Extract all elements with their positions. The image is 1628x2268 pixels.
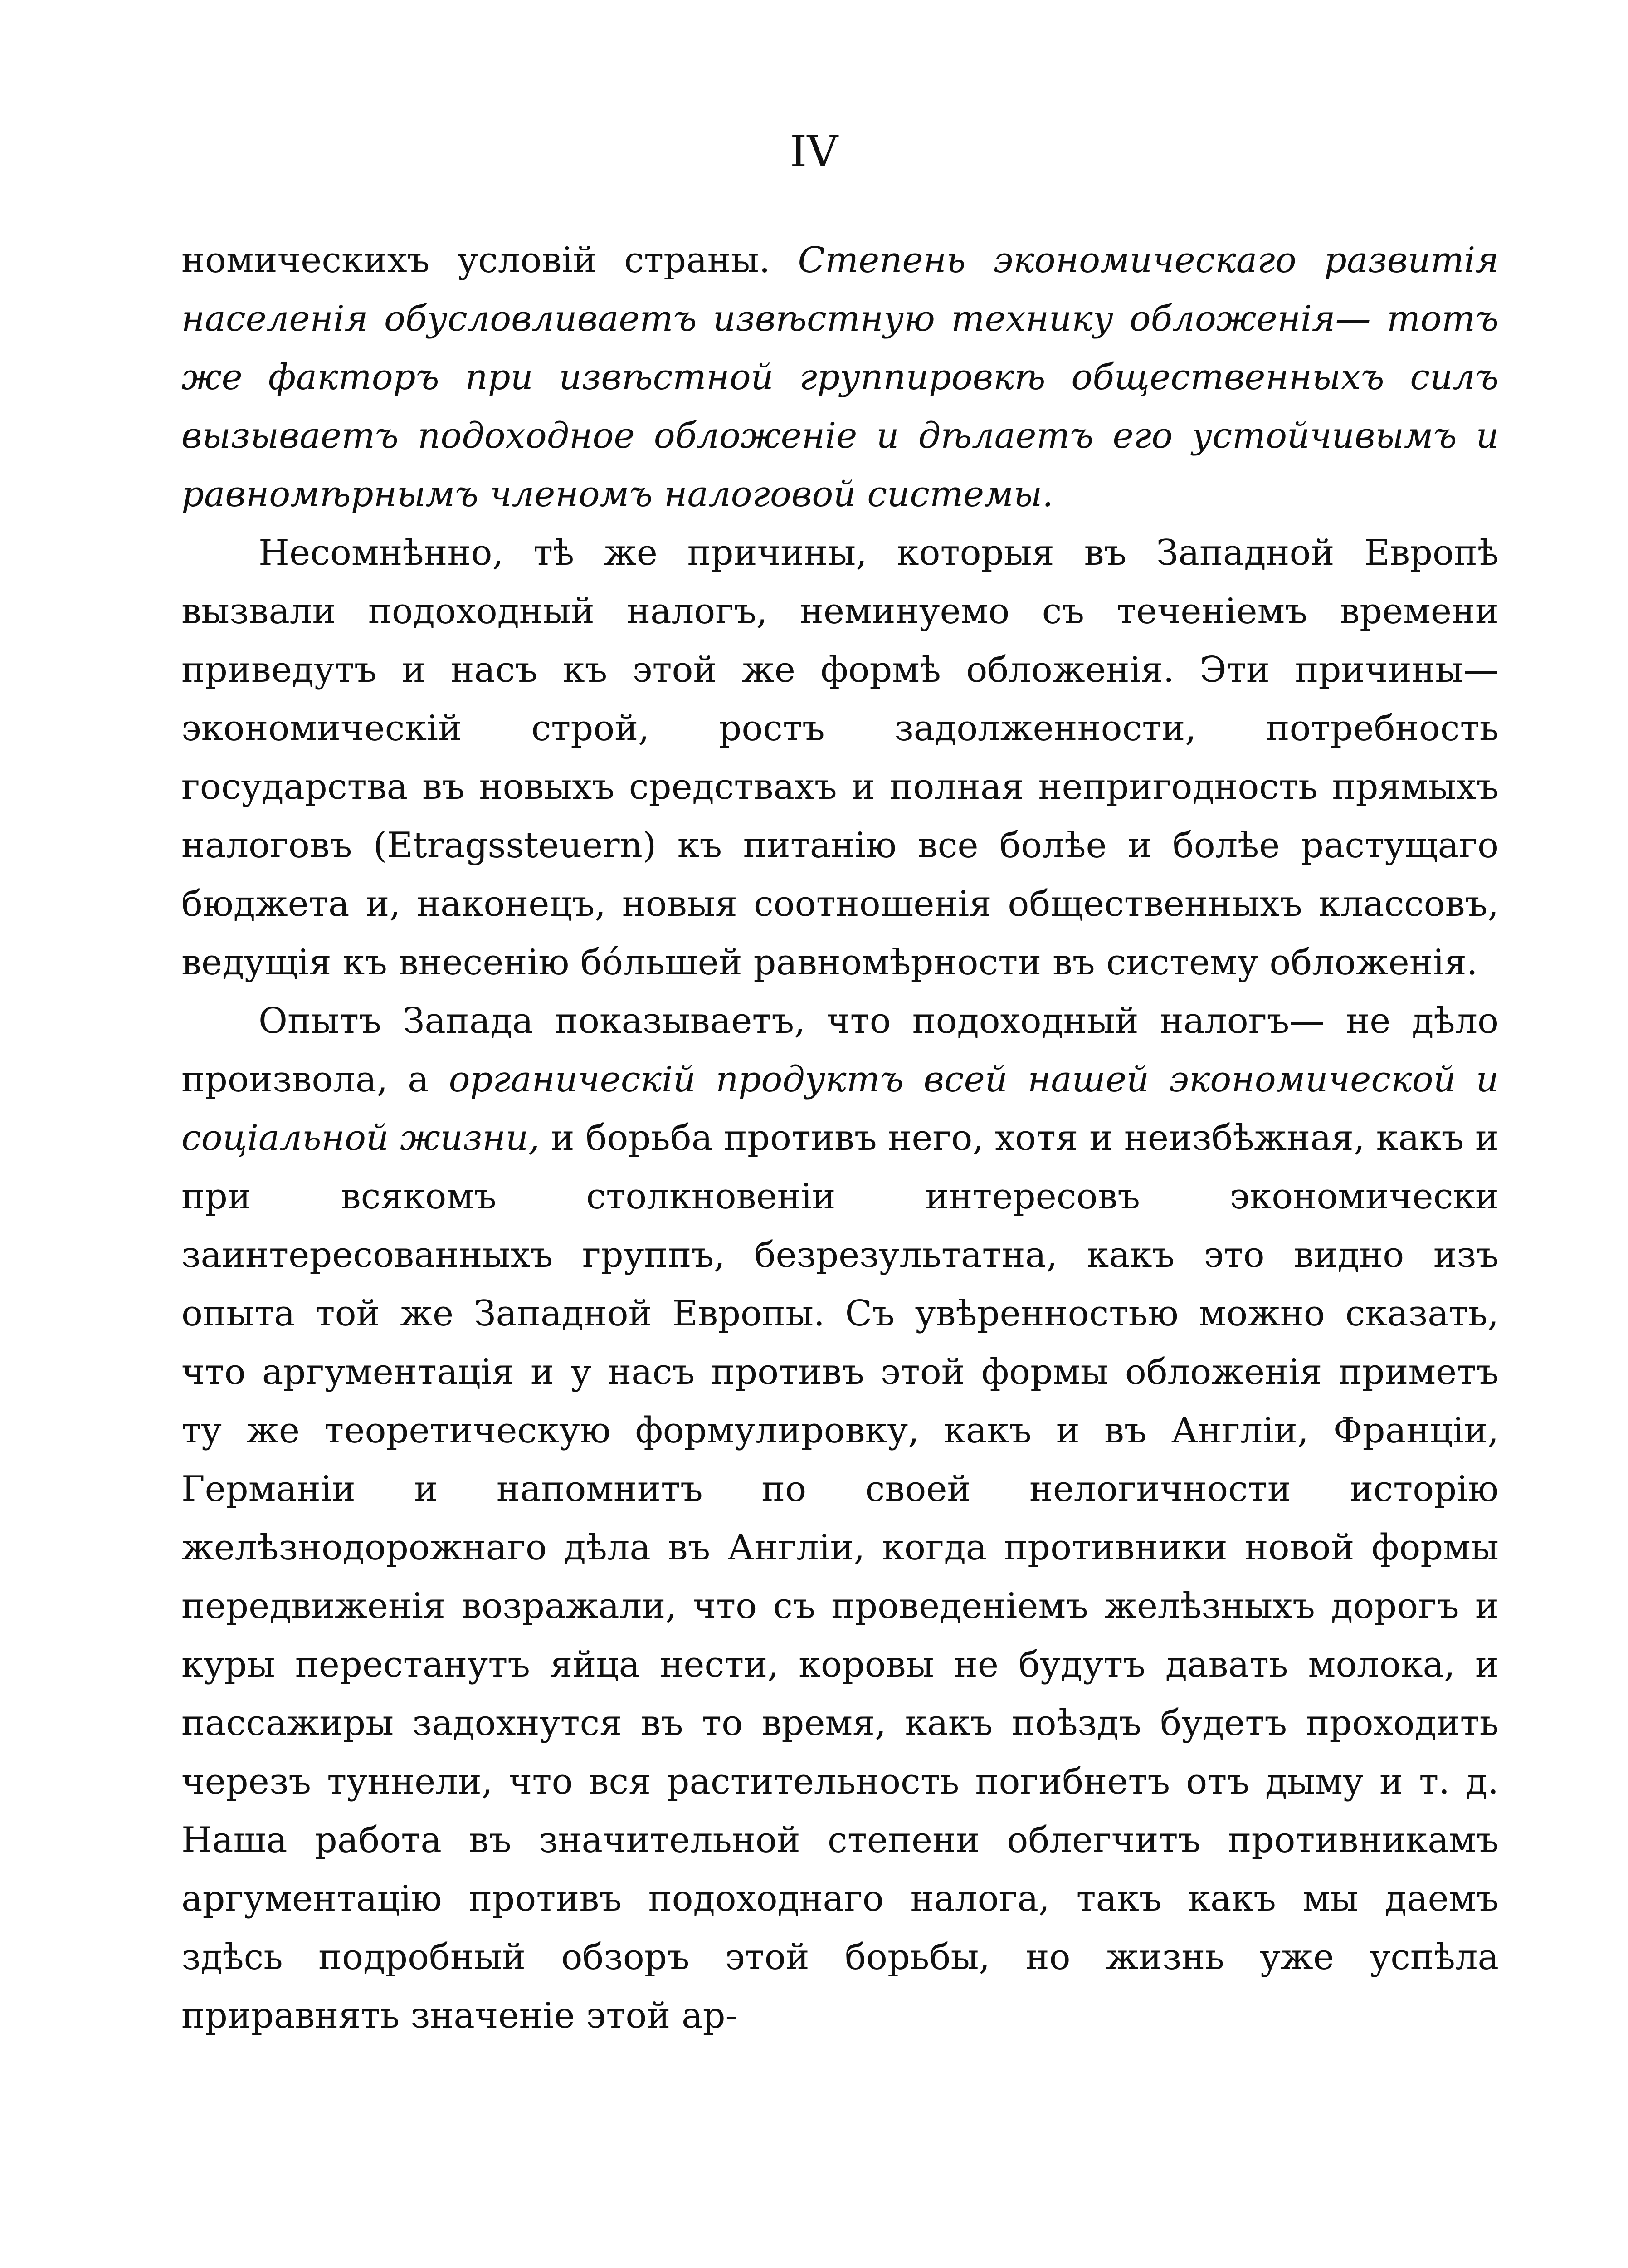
paragraph bbox=[181, 524, 1499, 992]
text-run: Несомнѣнно, тѣ же причины, которыя въ Западной Европѣ вызвали подоходный налогъ, неминуемо съ теченіемъ времени приведутъ и насъ къ этой же формѣ обложенія. Эти причины—экономическій строй, ростъ задолженности, потребность государства въ новыхъ средствахъ и полная непригодность прямыхъ налоговъ (Etragssteuern) къ питанію все болѣе и болѣе растущаго бюджета и, наконецъ, новыя соотношенія общественныхъ классовъ, ведущія къ внесенію бóльшей равномѣрности въ систему обложенія. bbox=[181, 533, 1499, 983]
italic-text-run: органическій продуктъ всей нашей экономической и соціальной жизни, bbox=[181, 1059, 1499, 1158]
italic-text-run: Степень экономическаго развитія населенія обусловливаетъ извѣстную технику обложенія— тотъ же факторъ при извѣстной группировкѣ общественныхъ силъ вызываетъ подоходное обложеніе и дѣлаетъ его устойчивымъ и равномѣрнымъ членомъ налоговой системы. bbox=[181, 240, 1499, 515]
text-run: номическихъ условій страны. bbox=[181, 240, 798, 281]
text-run: Опытъ Запада показываетъ, что подоходный налогъ— не дѣло произвола, а bbox=[181, 1001, 1499, 1100]
paragraph bbox=[181, 992, 1499, 2045]
body-text bbox=[181, 231, 1499, 2045]
paragraph-continuation bbox=[181, 231, 1499, 524]
text-run: и борьба противъ него, хотя и неизбѣжная, какъ и при всякомъ столкновеніи интересовъ экономически заинтересованныхъ группъ, безрезультатна, какъ это видно изъ опыта той же Западной Европы. Съ увѣренностью можно сказать, что аргументація и у насъ противъ этой формы обложенія приметъ ту же теоретическую формулировку, какъ и въ Англіи, Франціи, Германіи и напомнитъ по своей нелогичности исторію желѣзнодорожнаго дѣла въ Англіи, когда противники новой формы передвиженія возражали, что съ проведеніемъ желѣзныхъ дорогъ и куры перестанутъ яйца нести, коровы не будутъ давать молока, и пассажиры задохнутся въ то время, какъ поѣздъ будетъ проходить черезъ туннели, что вся растительность погибнетъ отъ дыму и т. д. Наша работа въ значительной степени облегчитъ противникамъ аргументацію противъ подоходнаго налога, такъ какъ мы даемъ здѣсь подробный обзоръ этой борьбы, но жизнь уже успѣла приравнять значеніе этой ар- bbox=[181, 1118, 1499, 2036]
page-number: IV bbox=[790, 127, 838, 177]
